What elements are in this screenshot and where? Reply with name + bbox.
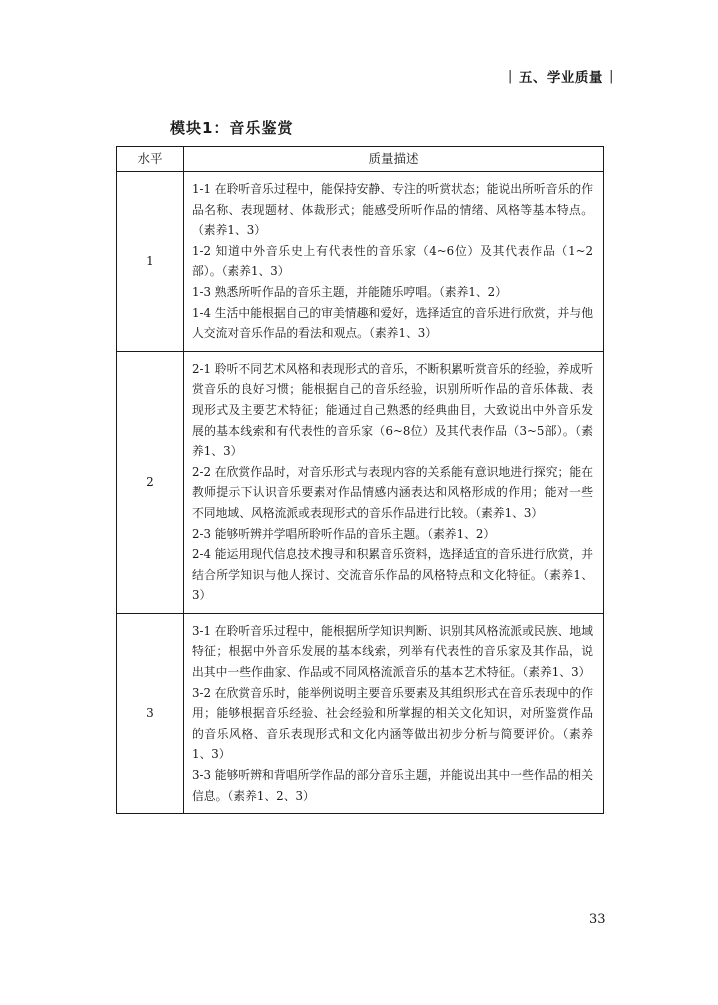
description-item: 1-3 熟悉所听作品的音乐主题，并能随乐哼唱。（素养1、2）: [192, 284, 507, 299]
table-header-row: [117, 147, 604, 172]
description-item: 2-4 能运用现代信息技术搜寻和积累音乐资料，选择适宜的音乐进行欣赏，并结合所学知识与他人探讨、交流音乐作品的风格特点和文化特征。（素养1、3）: [192, 547, 593, 603]
description-item: 2-2 在欣赏作品时，对音乐形式与表现内容的关系能有意识地进行探究；能在教师提示下认识音乐要素对作品情感内涵表达和风格形成的作用；能对一些不同地域、风格流派或表现形式的音乐作品进行比较。（素养1、3）: [192, 464, 593, 520]
quality-table: [116, 146, 604, 814]
table-row: [117, 172, 604, 352]
running-header: [502, 66, 620, 86]
level-cell: 3: [117, 613, 184, 813]
description-item: 3-3 能够听辨和背唱所学作品的部分音乐主题，并能说出其中一些作品的相关信息。（素养1、2、3）: [192, 768, 593, 803]
description-item: 3-1 在聆听音乐过程中，能根据所学知识判断、识别其风格流派或民族、地域特征；根据中外音乐发展的基本线索，列举有代表性的音乐家及其作品，说出其中一些作曲家、作品或不同风格流派音乐的基本艺术特征。（素养1、3）: [192, 623, 593, 680]
description-cell: [184, 172, 604, 352]
header-divider-right: |: [608, 68, 614, 84]
module-title: 模块1：音乐鉴赏: [170, 119, 294, 137]
description-item: 1-2 知道中外音乐史上有代表性的音乐家（4~6位）及其代表作品（1~2部）。（素养1、3）: [192, 243, 593, 279]
description-item: 3-2 在欣赏音乐时，能举例说明主要音乐要素及其组织形式在音乐表现中的作用；能够根据音乐经验、社会经验和所掌握的相关文化知识，对所鉴赏作品的音乐风格、音乐表现形式和文化内涵等做出初步分析与简要评价。（素养1、3）: [192, 685, 593, 762]
level-cell: 2: [117, 351, 184, 613]
description-item: 1-1 在聆听音乐过程中，能保持安静、专注的听赏状态；能说出所听音乐的作品名称、表现题材、体裁形式；能感受所听作品的情绪、风格等基本特点。（素养1、3）: [192, 182, 593, 238]
description-item: 2-3 能够听辨并学唱所聆听作品的音乐主题。（素养1、2）: [192, 526, 496, 541]
description-item: 2-1 聆听不同艺术风格和表现形式的音乐，不断积累听赏音乐的经验，养成听赏音乐的良好习惯；能根据自己的音乐经验，识别所听作品的音乐体裁、表现形式及主要艺术特征；能通过自己熟悉的经典曲目，大致说出中外音乐发展的基本线索和有代表性的音乐家（6~8位）及其代表作品（3~5部）。（素养1、3）: [192, 361, 593, 459]
header-divider-left: |: [507, 68, 513, 84]
description-item: 1-4 生活中能根据自己的审美情趣和爱好，选择适宜的音乐进行欣赏，并与他人交流对音乐作品的看法和观点。（素养1、3）: [192, 305, 593, 341]
description-cell: [184, 351, 604, 613]
description-column-header: 质量描述: [184, 147, 604, 172]
table-row: [117, 351, 604, 613]
level-column-header: 水平: [117, 147, 184, 172]
description-cell: [184, 613, 604, 813]
page-number: 33: [589, 912, 606, 927]
table-row: [117, 613, 604, 813]
level-cell: 1: [117, 172, 184, 352]
section-title: 五、学业质量: [518, 70, 603, 86]
